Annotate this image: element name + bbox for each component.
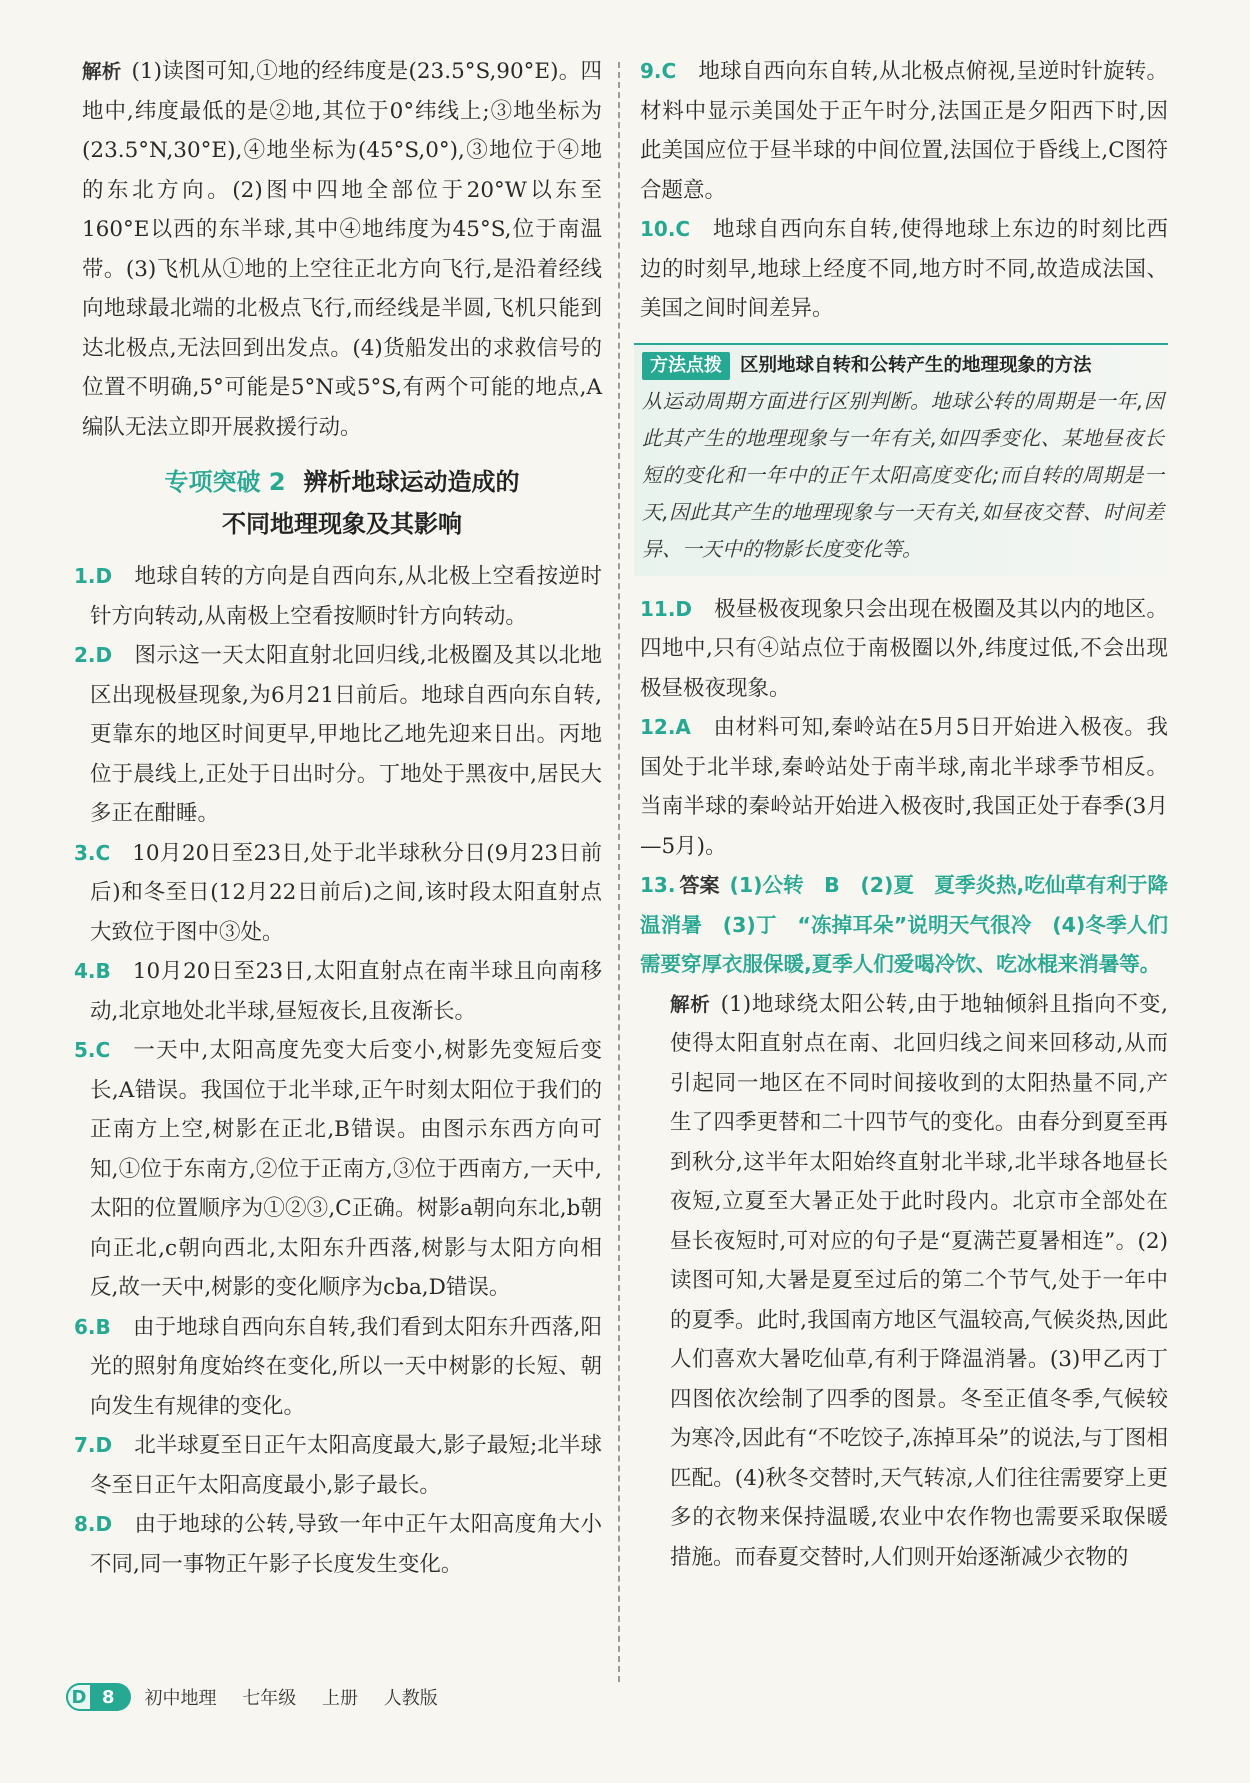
footer-grade: 七年级 <box>242 1688 297 1709</box>
answer-item <box>640 210 1168 329</box>
answer-text: 由于地球的公转,导致一年中正午太阳高度角大小不同,同一事物正午影子长度发生变化。 <box>90 1512 602 1577</box>
answer-item <box>74 1505 602 1584</box>
answer-number: 4.B <box>74 959 111 983</box>
q13-analysis-text: (1)地球绕太阳公转,由于地轴倾斜且指向不变,使得太阳直射点在南、北回归线之间来回移动,从而引起同一地区在不同时间接收到的太阳热量不同,产生了四季更替和二十四节气的变化。由春分到夏至再到秋分,这半年太阳始终直射北半球,北半球各地昼长夜短,立夏至大暑正处于此时段内。北京市全部处在昼长夜短时,可对应的句子是“夏满芒夏暑相连”。(2)读图可知,大暑是夏至过后的第二个节气,处于一年中的夏季。此时,我国南方地区气温较高,气候炎热,因此人们喜欢大暑吃仙草,有利于降温消暑。(3)甲乙丙丁四图依次绘制了四季的图景。冬至正值冬季,气候较为寒冷,因此有“不吃饺子,冻掉耳朵”的说法,与丁图相匹配。(4)秋冬交替时,天气转凉,人们往往需要穿上更多的衣物来保持温暖,农业中农作物也需要采取保暖措施。而春夏交替时,人们则开始逐渐减少衣物的 <box>670 991 1168 1570</box>
answer-number: 2.D <box>74 643 113 667</box>
method-tip-box <box>634 343 1168 576</box>
answer-item <box>74 834 602 953</box>
answer-text: 10月20日至23日,太阳直射点在南半球且向南移动,北京地处北半球,昼短夜长,且夜渐长。 <box>90 959 602 1024</box>
footer-book-info <box>145 1684 458 1710</box>
method-tip-title: 区别地球自转和公转产生的地理现象的方法 <box>740 354 1092 376</box>
section-title-line1: 辨析地球运动造成的 <box>303 468 520 496</box>
section-title-line2: 不同地理现象及其影响 <box>222 510 462 538</box>
answer-text: 10月20日至23日,处于北半球秋分日(9月23日前后)和冬至日(12月22日前后)之间,该时段太阳直射点大致位于图中③处。 <box>90 840 602 945</box>
method-tip-body: 从运动周期方面进行区别判断。地球公转的周期是一年,因此其产生的地理现象与一年有关,如四季变化、某地昼夜长短的变化和一年中的正午太阳高度变化;而自转的周期是一天,因此其产生的地理现象与一天有关,如昼夜交替、时间差异、一天中的物影长度变化等。 <box>642 388 1164 561</box>
answer-number: 3.C <box>74 840 111 865</box>
column-divider <box>618 62 620 1682</box>
answer-label: 答案 <box>679 873 720 897</box>
analysis-label: 解析 <box>82 60 122 83</box>
q13-answer-text: (1)公转 B (2)夏 夏季炎热,吃仙草有利于降温消暑 (3)丁 “冻掉耳朵”说明天气很冷 (4)冬季人们需要穿厚衣服保暖,夏季人们爱喝冷饮、吃冰棍来消暑等。 <box>640 873 1169 976</box>
q13-answer <box>640 866 1168 985</box>
left-column <box>74 52 602 1584</box>
answer-number: 9.C <box>640 59 677 83</box>
answer-text: 地球自转的方向是自西向东,从北极上空看按逆时针方向转动,从南极上空看按顺时针方向转动。 <box>90 564 602 629</box>
answer-text: 地球自西向东自转,从北极点俯视,呈逆时针旋转。材料中显示美国处于正午时分,法国正是夕阳西下时,因此美国应位于昼半球的中间位置,法国位于昏线上,C图符合题意。 <box>640 59 1168 203</box>
page-number-badge <box>66 1683 131 1711</box>
method-tip-header <box>642 349 1168 383</box>
section-keyword: 专项突破 2 <box>164 468 286 496</box>
answer-item <box>74 952 602 1031</box>
badge-letter: D <box>66 1683 92 1711</box>
answer-item <box>74 1031 602 1308</box>
analysis-text: (1)读图可知,①地的经纬度是(23.5°S,90°E)。四地中,纬度最低的是②地,其位于0°纬线上;③地坐标为(23.5°N,30°E),④地坐标为(45°S,0°),③地位于④地的东北方向。(2)图中四地全部位于20°W以东至160°E以西的东半球,其中④地纬度为45°S,位于南温带。(3)飞机从①地的上空往正北方向飞行,是沿着经线向地球最北端的北极点飞行,而经线是半圆,飞机只能到达北极点,无法回到出发点。(4)货船发出的求救信号的位置不明确,5°可能是5°N或5°S,有两个可能的地点,A编队无法立即开展救援行动。 <box>82 59 602 440</box>
answer-text: 图示这一天太阳直射北回归线,北极圈及其以北地区出现极昼现象,为6月21日前后。地球自西向东自转,更靠东的地区时间更早,甲地比乙地先迎来日出。丙地位于晨线上,正处于日出时分。丁地处于黑夜中,居民大多正在酣睡。 <box>90 643 602 826</box>
footer-volume: 上册 <box>322 1688 358 1709</box>
answer-number: 7.D <box>74 1433 113 1457</box>
answer-number: 6.B <box>74 1314 111 1339</box>
analysis-block <box>82 52 602 447</box>
answer-number: 12.A <box>640 715 691 739</box>
answer-item <box>640 52 1168 210</box>
answer-item <box>74 636 602 834</box>
answer-item <box>74 557 602 636</box>
section-title <box>82 461 602 545</box>
answer-text: 一天中,太阳高度先变大后变小,树影先变短后变长,A错误。我国位于北半球,正午时刻太阳位于我们的正南方上空,树影在正北,B错误。由图示东西方向可知,①位于东南方,②位于正南方,③位于西南方,一天中,太阳的位置顺序为①②③,C正确。树影a朝向东北,b朝向正北,c朝向西北,太阳东升西落,树影与太阳方向相反,故一天中,树影的变化顺序为cba,D错误。 <box>90 1038 602 1300</box>
footer-subject: 初中地理 <box>144 1688 217 1709</box>
method-tip-tag: 方法点拨 <box>642 352 730 380</box>
left-answer-list <box>74 557 602 1584</box>
answer-number: 8.D <box>74 1512 113 1536</box>
answer-item <box>640 590 1168 709</box>
answer-number: 10.C <box>640 217 691 241</box>
answer-text: 地球自西向东自转,使得地球上东边的时刻比西边的时刻早,地球上经度不同,地方时不同,故造成法国、美国之间时间差异。 <box>640 217 1168 321</box>
page-footer <box>66 1680 458 1714</box>
answer-number: 1.D <box>74 564 113 588</box>
answer-item <box>74 1426 602 1505</box>
answer-item <box>640 708 1168 866</box>
footer-edition: 人教版 <box>383 1688 438 1709</box>
page-number: 8 <box>102 1686 115 1708</box>
answer-text: 北半球夏至日正午太阳高度最大,影子最短;北半球冬至日正午太阳高度最小,影子最长。 <box>90 1433 602 1498</box>
answer-text: 由材料可知,秦岭站在5月5日开始进入极夜。我国处于北半球,秦岭站处于南半球,南北半球季节相反。当南半球的秦岭站开始进入极夜时,我国正处于春季(3月—5月)。 <box>640 715 1168 859</box>
answer-number: 13. <box>640 873 676 897</box>
analysis-label: 解析 <box>670 992 711 1016</box>
answer-text: 极昼极夜现象只会出现在极圈及其以内的地区。四地中,只有④站点位于南极圈以外,纬度过低,不会出现极昼极夜现象。 <box>640 596 1168 701</box>
right-column <box>640 52 1168 1577</box>
answer-number: 5.C <box>74 1038 111 1062</box>
answer-text: 由于地球自西向东自转,我们看到太阳东升西落,阳光的照射角度始终在变化,所以一天中树影的长短、朝向发生有规律的变化。 <box>90 1314 602 1419</box>
answer-item <box>74 1308 602 1427</box>
answer-number: 11.D <box>640 596 693 621</box>
q13-analysis <box>640 985 1168 1578</box>
